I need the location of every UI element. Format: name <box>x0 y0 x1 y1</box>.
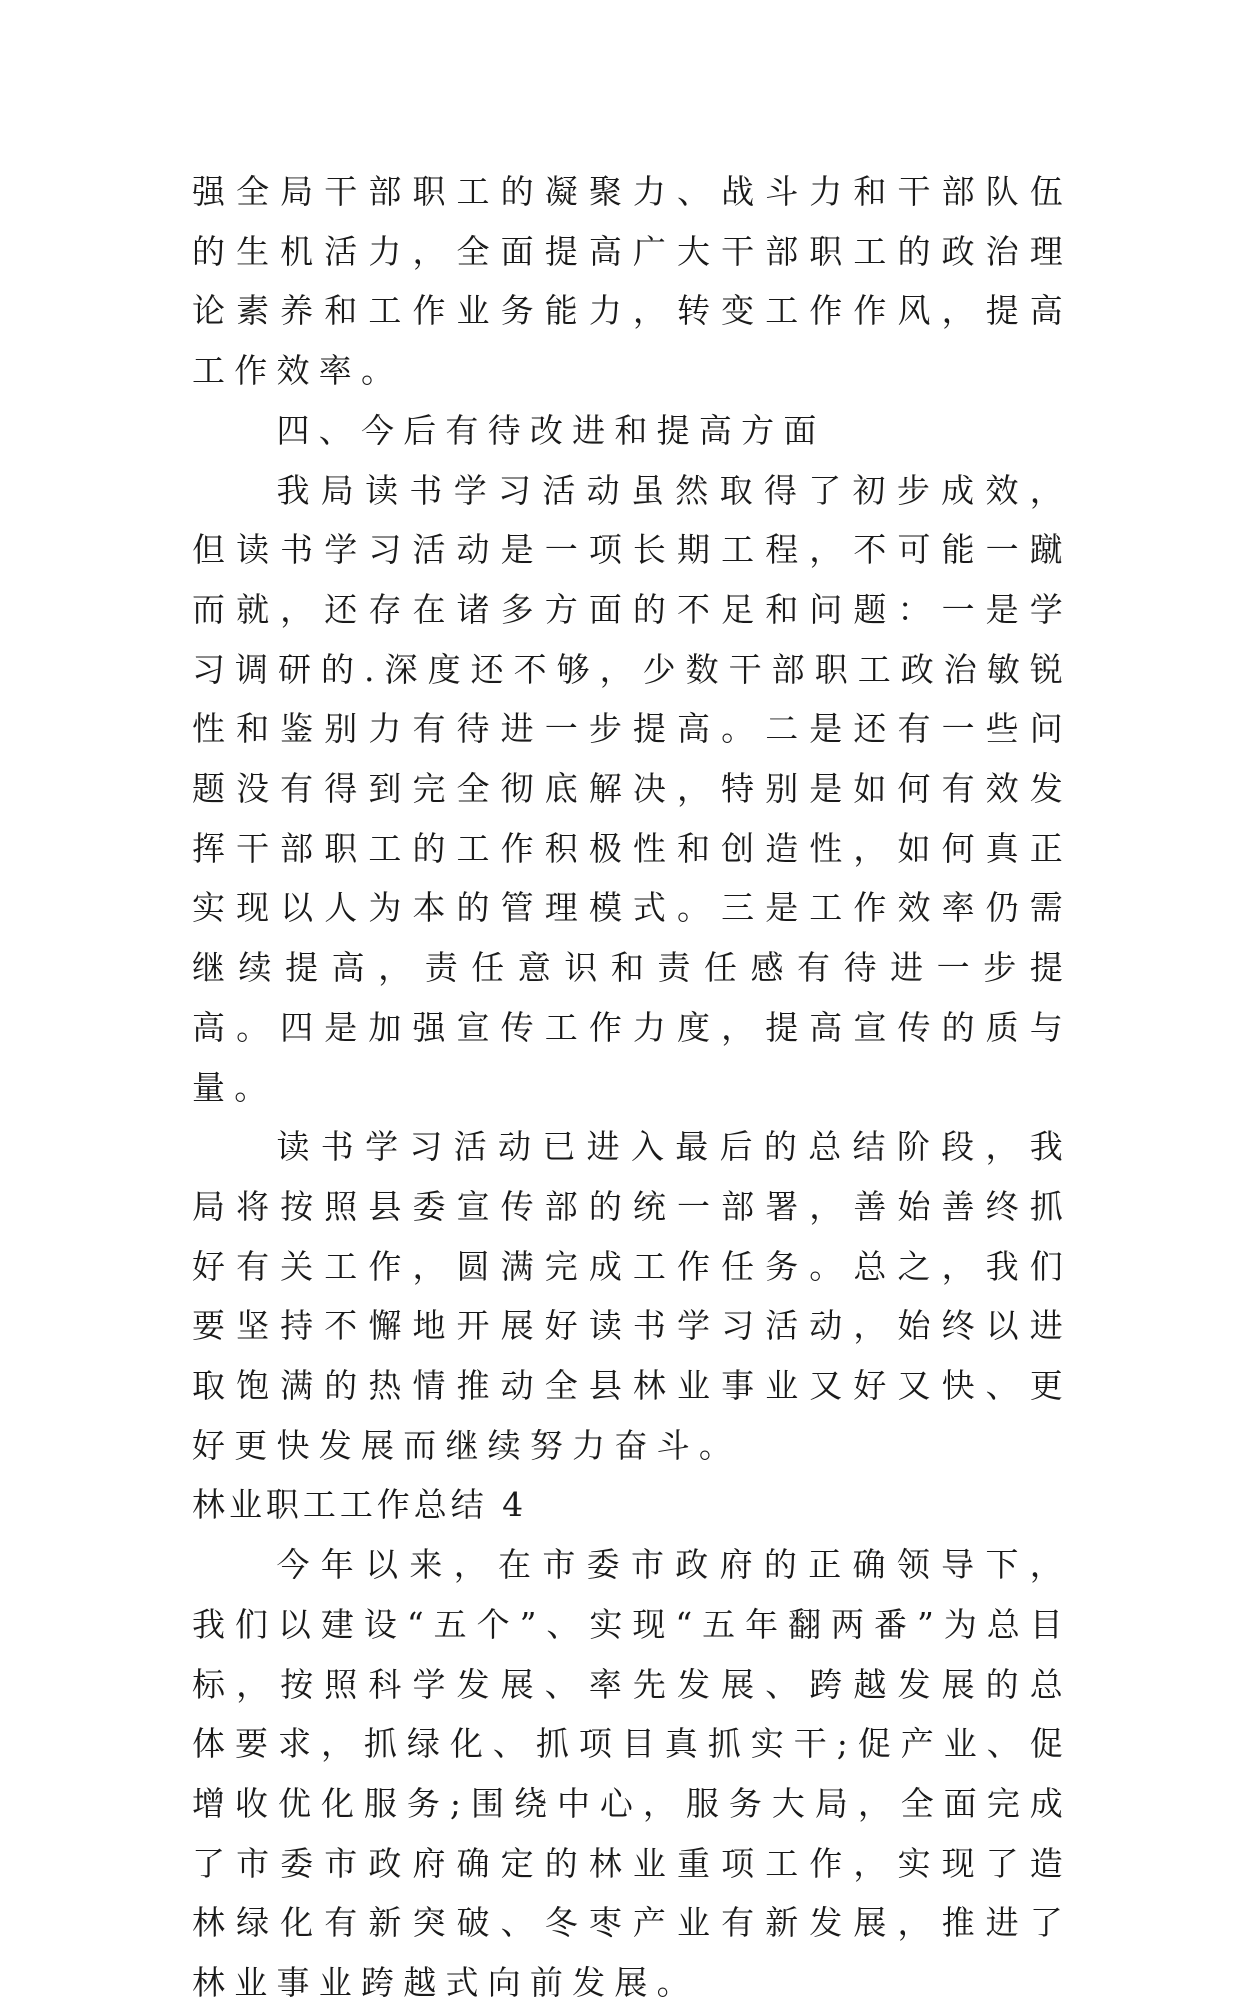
section-heading-improvements: 四、今后有待改进和提高方面 <box>276 410 826 450</box>
paragraph-conclusion: 读书学习活动已进入最后的总结阶段，我局将按照县委宣传部的统一部署，善始善终抓好有关工作，圆满完成工作任务。总之，我们要坚持不懈地开展好读书学习活动，始终以进取饱满的热情推动全县林业事业又好又快、更好更快发展而继续努力奋斗。 <box>192 1127 1072 1465</box>
paragraph-summary-4-intro: 今年以来，在市委市政府的正确领导下，我们以建设“五个”、实现“五年翻两番”为总目标，按照科学发展、率先发展、跨越发展的总体要求，抓绿化、抓项目真抓实干;促产业、促增收优化服务;围绕中心，服务大局，全面完成了市委市政府确定的林业重项工作，实现了造林绿化有新突破、冬枣产业有新发展，推进了林业事业跨越式向前发展。 <box>192 1545 1072 2003</box>
paragraph-continuation: 强全局干部职工的凝聚力、战斗力和干部队伍的生机活力，全面提高广大干部职工的政治理论素养和工作业务能力，转变工作作风，提高工作效率。 <box>192 172 1072 391</box>
paragraph-shortcomings: 我局读书学习活动虽然取得了初步成效，但读书学习活动是一项长期工程，不可能一蹴而就，还存在诸多方面的不足和问题：一是学习调研的.深度还不够，少数干部职工政治敏锐性和鉴别力有待进一步提高。二是还有一些问题没有得到完全彻底解决，特别是如何有效发挥干部职工的工作积极性和创造性，如何真正实现以人为本的管理模式。三是工作效率仍需继续提高，责任意识和责任感有待进一步提高。四是加强宣传工作力度，提高宣传的质与量。 <box>192 470 1072 1107</box>
document-title-summary-4: 林业职工工作总结 4 <box>192 1485 528 1525</box>
document-body <box>192 162 1072 2013</box>
